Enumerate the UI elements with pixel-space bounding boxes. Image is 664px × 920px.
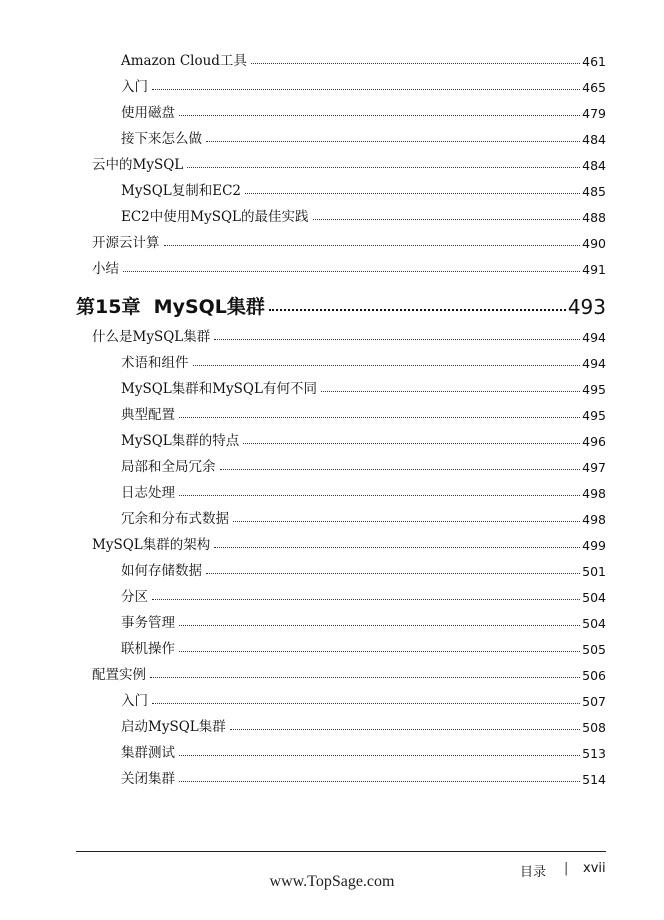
- toc-entry-page: 494: [582, 355, 606, 371]
- toc-entry-page: 499: [582, 537, 606, 553]
- toc-entry-page: 508: [582, 719, 606, 735]
- toc-entry: [121, 124, 606, 146]
- toc-entry: [121, 426, 606, 448]
- toc-entry-page: 497: [582, 459, 606, 475]
- toc-dot-leader: [179, 625, 580, 626]
- toc-entry-title: MySQL集群和MySQL有何不同: [121, 380, 317, 397]
- toc-entry-title: 入门: [121, 78, 148, 95]
- toc-entry-title: 冗余和分布式数据: [121, 510, 229, 527]
- toc-entry: [92, 530, 606, 552]
- toc-entry: [92, 228, 606, 250]
- toc-dot-leader: [164, 245, 581, 246]
- toc-entry-page: 479: [582, 105, 606, 121]
- toc-entry: [121, 582, 606, 604]
- toc-entry-title: 如何存储数据: [121, 562, 202, 579]
- toc-entry: [92, 322, 606, 344]
- toc-dot-leader: [179, 115, 580, 116]
- toc-entry: [121, 46, 606, 68]
- toc-dot-leader: [206, 141, 580, 142]
- toc-dot-leader: [206, 573, 580, 574]
- toc-entry: [121, 202, 606, 224]
- toc-entry-page: 513: [582, 745, 606, 761]
- toc-entry-title: 接下来怎么做: [121, 130, 202, 147]
- toc-dot-leader: [251, 63, 580, 64]
- toc-dot-leader: [214, 339, 580, 340]
- toc-entry: [121, 608, 606, 630]
- toc-entry-page: 498: [582, 511, 606, 527]
- toc-entry-title: 云中的MySQL: [92, 156, 184, 173]
- toc-entry: [121, 348, 606, 370]
- toc-dot-leader: [150, 677, 580, 678]
- toc-entry-title: Amazon Cloud工具: [121, 52, 247, 69]
- toc-dot-leader: [152, 89, 580, 90]
- toc-dot-leader: [269, 309, 566, 311]
- toc-entry: [121, 176, 606, 198]
- toc-entry: [121, 374, 606, 396]
- toc-entry: [121, 504, 606, 526]
- toc-dot-leader: [179, 495, 580, 496]
- toc-dot-leader: [220, 469, 581, 470]
- toc-entry-page: 506: [582, 667, 606, 683]
- footer-separator: |: [564, 861, 569, 876]
- toc-entry-page: 496: [582, 433, 606, 449]
- toc-entry-title: 小结: [92, 260, 119, 277]
- toc-dot-leader: [321, 391, 580, 392]
- toc-entry-page: 461: [582, 53, 606, 69]
- toc-entry-title: 关闭集群: [121, 770, 175, 787]
- toc-entry-page: 504: [582, 589, 606, 605]
- toc-entry-title: MySQL集群的架构: [92, 536, 211, 553]
- toc-entry-title: 入门: [121, 692, 148, 709]
- toc-entry-page: 504: [582, 615, 606, 631]
- toc-entry-title: 使用磁盘: [121, 104, 175, 121]
- toc-dot-leader: [187, 167, 580, 168]
- toc-entry-page: 491: [582, 261, 606, 277]
- toc-entry-title: 配置实例: [92, 666, 146, 683]
- toc-dot-leader: [214, 547, 580, 548]
- toc-entry-title: EC2中使用MySQL的最佳实践: [121, 208, 309, 225]
- toc-entry: [121, 686, 606, 708]
- toc-entry-title: 什么是MySQL集群: [92, 328, 211, 345]
- toc-entry: [121, 764, 606, 786]
- toc-entry: [92, 150, 606, 172]
- toc-dot-leader: [233, 521, 580, 522]
- toc-entry-page: 484: [582, 131, 606, 147]
- toc-entry-title: 典型配置: [121, 406, 175, 423]
- toc-entry-title: 开源云计算: [92, 234, 160, 251]
- toc-dot-leader: [179, 417, 580, 418]
- toc-entry-page: 498: [582, 485, 606, 501]
- toc-entry-title: MySQL集群的特点: [121, 432, 240, 449]
- toc-entry-title: 启动MySQL集群: [121, 718, 226, 735]
- toc-entry-title: 第15章 MySQL集群: [76, 296, 265, 318]
- toc-entry: [121, 634, 606, 656]
- toc-entry-title: 术语和组件: [121, 354, 189, 371]
- toc-entry-page: 490: [582, 235, 606, 251]
- toc-entry-page: 493: [567, 295, 606, 319]
- toc-dot-leader: [152, 599, 580, 600]
- toc-entry: [121, 400, 606, 422]
- toc-entry-page: 507: [582, 693, 606, 709]
- toc-dot-leader: [179, 781, 580, 782]
- toc-entry: [121, 452, 606, 474]
- toc-entry: [121, 98, 606, 120]
- toc-dot-leader: [313, 219, 581, 220]
- footer-section-label: 目录: [520, 865, 547, 880]
- toc-entry: [121, 556, 606, 578]
- toc-entry-title: 集群测试: [121, 744, 175, 761]
- toc-entry-page: 505: [582, 641, 606, 657]
- toc-dot-leader: [123, 271, 580, 272]
- toc-entry-page: 465: [582, 79, 606, 95]
- footer-page-number: xvii: [583, 861, 606, 876]
- toc-dot-leader: [179, 755, 580, 756]
- toc-entry: [121, 738, 606, 760]
- toc-entry-title: 分区: [121, 588, 148, 605]
- toc-entry-page: 485: [582, 183, 606, 199]
- toc-entry-page: 484: [582, 157, 606, 173]
- toc-entry-title: 联机操作: [121, 640, 175, 657]
- footer-rule: [76, 851, 606, 852]
- toc-dot-leader: [245, 193, 580, 194]
- toc-entry-page: 488: [582, 209, 606, 225]
- watermark-url: www.TopSage.com: [269, 873, 395, 890]
- toc-entry: [92, 660, 606, 682]
- toc-entry: [121, 72, 606, 94]
- toc-dot-leader: [193, 365, 581, 366]
- toc-entry: [92, 254, 606, 276]
- toc-dot-leader: [243, 443, 580, 444]
- toc-entry-title: 事务管理: [121, 614, 175, 631]
- toc-entry-title: 日志处理: [121, 484, 175, 501]
- toc-dot-leader: [230, 729, 580, 730]
- toc-chapter-heading: [76, 287, 606, 317]
- toc-entry-title: MySQL复制和EC2: [121, 182, 242, 199]
- toc-entry: [121, 712, 606, 734]
- toc-entry-page: 495: [582, 407, 606, 423]
- toc-entry-page: 514: [582, 771, 606, 787]
- toc-entry-page: 501: [582, 563, 606, 579]
- toc-dot-leader: [179, 651, 580, 652]
- toc-entry-page: 495: [582, 381, 606, 397]
- toc-entry: [121, 478, 606, 500]
- toc-entry-page: 494: [582, 329, 606, 345]
- toc-entry-title: 局部和全局冗余: [121, 458, 216, 475]
- toc-dot-leader: [152, 703, 580, 704]
